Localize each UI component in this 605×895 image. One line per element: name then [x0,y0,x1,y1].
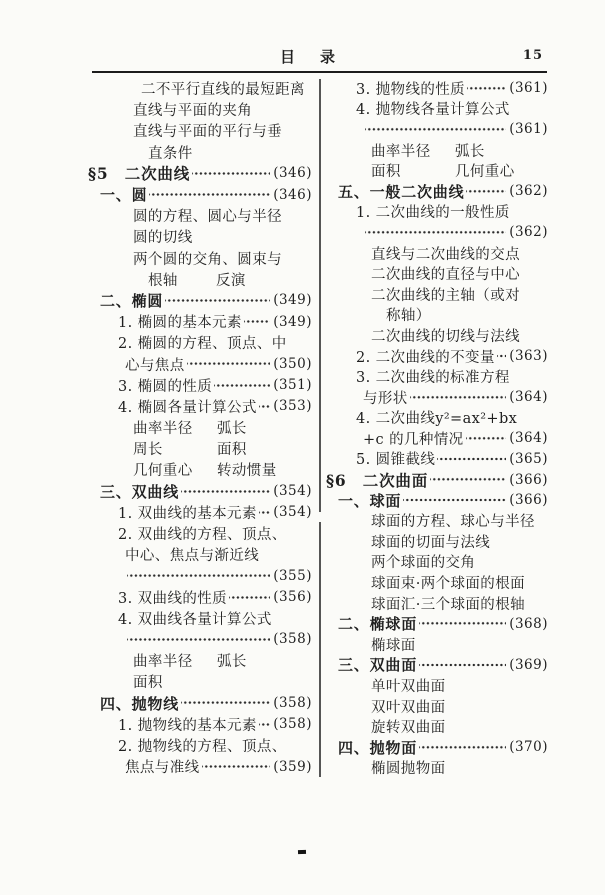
entry-text: 曲率半径 [371,143,431,160]
toc-entry [100,692,312,713]
toc-entry [100,481,312,502]
entry-text-secondary: 反演 [216,272,246,289]
toc-entry [125,544,312,565]
toc-entry [133,671,312,692]
entry-page-number: (351) [273,377,312,394]
dot-leader [466,181,506,202]
dot-leader [410,387,506,408]
entry-text: +c 的几种情况 [363,431,464,448]
entry-text: 椭球面 [371,637,416,654]
entry-text-secondary: 转动惯量 [217,463,277,480]
entry-text: 五、一般二次曲线 [338,182,465,201]
toc-entry [118,332,312,353]
entry-page-number: (355) [273,567,312,584]
entry-page-number: (361) [509,121,548,138]
toc-entry [100,184,312,205]
entry-text: 直线与二次曲线的交点 [371,246,520,263]
toc-entry [118,523,312,544]
toc-entry [356,366,548,387]
entry-text: 球面束·两个球面的根面 [371,576,526,593]
entry-page-number: (365) [509,450,548,467]
entry-page-number: (361) [509,80,548,97]
entry-page-number: (369) [509,656,548,673]
ink-artifact [298,850,306,854]
entry-page-number: (364) [509,430,548,447]
toc-entry [371,140,548,161]
toc-entry [125,353,312,374]
toc-entry [118,502,312,523]
toc-entry [133,417,312,438]
entry-text: 与形状 [363,390,408,407]
toc-entry [356,99,548,120]
dot-leader [214,375,270,396]
toc-entry [363,119,548,140]
entry-page-number: (364) [509,389,548,406]
entry-text: 4. 双曲线各量计算公式 [118,611,272,628]
toc-entry [338,613,548,634]
entry-text: 直线与平面的平行与垂 [133,124,282,141]
entry-text: 面积 [133,675,163,692]
dot-leader [165,290,270,311]
dot-leader [259,502,270,523]
entry-text: 3. 抛物线的性质 [356,81,466,98]
toc-entry [133,459,312,480]
dot-leader [437,449,506,470]
entry-text: 称轴） [386,308,431,325]
entry-text: 单叶双曲面 [371,679,446,696]
dot-leader [259,396,270,417]
entry-text: 中心、焦点与渐近线 [125,548,260,565]
toc-entry [363,222,548,243]
entry-text: 4. 椭圆各量计算公式 [118,399,257,416]
entry-text: 球面的切面与法线 [371,534,491,551]
dot-leader [181,481,270,502]
toc-entry [141,78,312,99]
entry-page-number: (353) [273,398,312,415]
entry-text: 二次曲线的切线与法线 [371,328,520,345]
entry-text: §5 二次曲线 [88,164,190,184]
toc-entry [371,284,548,305]
dot-leader [187,353,271,374]
entry-text: 球面汇·三个球面的根轴 [371,596,526,613]
toc-entry [118,396,312,417]
dot-leader [365,222,506,243]
dot-leader [127,629,270,650]
entry-text: 双叶双曲面 [371,699,446,716]
toc-entry [338,655,548,676]
entry-page-number: (358) [273,695,312,712]
entry-text: 四、抛物线 [100,694,180,713]
entry-text-secondary: 弧长 [455,143,485,160]
toc-entry [100,290,312,311]
toc-column-left [88,78,312,777]
entry-text: 面积 [371,164,401,181]
toc-entry [118,311,312,332]
toc-entry [125,565,312,586]
entry-page-number: (362) [509,183,548,200]
toc-entry [363,387,548,408]
entry-page-number: (359) [273,758,312,775]
dot-leader [403,490,506,511]
entry-text-secondary: 几何重心 [455,164,515,181]
toc-entry [326,469,548,490]
entry-page-number: (349) [273,292,312,309]
toc-entry [386,305,548,326]
entry-text: 3. 双曲线的性质 [118,590,228,607]
header-rule [92,71,547,73]
toc-entry [371,531,548,552]
entry-text: 四、抛物面 [338,738,418,757]
entry-text: 4. 二次曲线y²=ax²+bx [356,411,518,428]
entry-page-number: (354) [273,483,312,500]
toc-entry [371,572,548,593]
toc-entry [356,408,548,429]
dot-leader [229,587,270,608]
toc-entry [371,758,548,779]
entry-text: 旋转双曲面 [371,720,446,737]
entry-text: 2. 椭圆的方程、顶点、中 [118,336,287,353]
entry-text-secondary: 弧长 [217,654,247,671]
entry-page-number: (362) [509,224,548,241]
toc-entry [371,552,548,573]
entry-page-number: (358) [273,631,312,648]
entry-text: 曲率半径 [133,654,193,671]
toc-entry [133,226,312,247]
toc-entry [88,163,312,184]
entry-text: 曲率半径 [133,421,193,438]
entry-text-secondary: 面积 [217,442,247,459]
toc-entry [118,587,312,608]
toc-entry [363,428,548,449]
toc-entry [371,160,548,181]
entry-text-secondary: 弧长 [217,421,247,438]
dot-leader [419,737,506,758]
toc-entry [371,263,548,284]
toc-entry [133,438,312,459]
dot-leader [181,692,270,713]
entry-text: 直线与平面的夹角 [133,103,253,120]
entry-text: 二次曲线的直径与中心 [371,267,520,284]
dot-leader [192,163,270,184]
entry-page-number: (363) [509,348,548,365]
entry-text: 二次曲线的主轴（或对 [371,287,520,304]
toc-entry [133,205,312,226]
toc-entry [133,120,312,141]
toc-entry [118,735,312,756]
entry-text: 1. 抛物线的基本元素 [118,717,257,734]
entry-text: 椭圆抛物面 [371,761,446,778]
entry-page-number: (350) [273,356,312,373]
dot-leader [497,346,506,367]
entry-text: 1. 双曲线的基本元素 [118,505,257,522]
toc-entry [338,490,548,511]
toc-entry [133,650,312,671]
entry-text: 3. 椭圆的性质 [118,378,213,395]
toc-entry [148,142,312,163]
entry-page-number: (368) [509,615,548,632]
entry-page-number: (366) [509,492,548,509]
entry-text: 1. 椭圆的基本元素 [118,315,242,332]
entry-text: 1. 二次曲线的一般性质 [356,205,510,222]
column-divider [319,79,321,777]
entry-text: §6 二次曲面 [326,470,428,490]
entry-text: 三、双曲面 [338,656,418,675]
toc-entry [338,181,548,202]
entry-page-number: (356) [273,589,312,606]
header-title: 目 录 [280,48,341,66]
entry-text: 圆的方程、圆心与半径 [133,209,282,226]
entry-text: 两个圆的交角、圆束与 [133,251,282,268]
toc-entry [125,756,312,777]
toc-entry [148,269,312,290]
toc-entry [356,202,548,223]
dot-leader [244,311,270,332]
entry-page-number: (346) [273,186,312,203]
dot-leader [430,469,506,490]
dot-leader [419,613,506,634]
entry-text: 直条件 [148,145,193,162]
entry-text: 二不平行直线的最短距离 [141,82,305,99]
toc-entry [356,346,548,367]
entry-page-number: (349) [273,313,312,330]
entry-text: 心与焦点 [125,357,185,374]
entry-text: 几何重心 [133,463,193,480]
toc-column-right [326,78,548,778]
toc-entry [118,714,312,735]
entry-text: 二、椭圆 [100,291,164,310]
entry-text: 4. 抛物线各量计算公式 [356,102,510,119]
entry-text: 焦点与准线 [125,760,200,777]
entry-text: 根轴 [148,272,178,289]
entry-text: 3. 二次曲线的标准方程 [356,370,510,387]
entry-text: 三、双曲线 [100,482,180,501]
entry-page-number: (354) [273,504,312,521]
dot-leader [365,119,506,140]
dot-leader [466,428,507,449]
dot-leader [149,184,270,205]
toc-entry [356,449,548,470]
entry-text: 二、椭球面 [338,615,418,634]
toc-entry [371,634,548,655]
toc-entry [133,99,312,120]
toc-entry [371,593,548,614]
entry-page-number: (370) [509,739,548,756]
entry-text: 球面的方程、球心与半径 [371,514,535,531]
toc-entry [356,78,548,99]
entry-text: 2. 双曲线的方程、顶点、 [118,527,287,544]
entry-text: 周长 [133,442,163,459]
entry-text: 两个球面的交角 [371,555,476,572]
entry-text: 圆的切线 [133,230,193,247]
toc-entry [118,608,312,629]
dot-leader [202,756,271,777]
entry-text: 一、球面 [338,491,402,510]
toc-entry [118,375,312,396]
toc-entry [338,737,548,758]
toc-entry [371,696,548,717]
dot-leader [467,78,506,99]
entry-page-number: (366) [509,471,548,488]
entry-text: 一、圆 [100,186,148,205]
entry-text: 2. 抛物线的方程、顶点、 [118,738,287,755]
toc-entry [133,248,312,269]
toc-entry [371,325,548,346]
entry-page-number: (358) [273,716,312,733]
toc-entry [371,243,548,264]
entry-text: 2. 二次曲线的不变量 [356,349,495,366]
dot-leader [419,655,506,676]
toc-entry [371,716,548,737]
dot-leader [259,714,270,735]
dot-leader [127,565,270,586]
entry-text: 5. 圆锥截线 [356,452,436,469]
toc-entry [371,510,548,531]
toc-entry [371,675,548,696]
entry-page-number: (346) [273,165,312,182]
toc-entry [125,629,312,650]
page-number: 15 [522,48,543,63]
